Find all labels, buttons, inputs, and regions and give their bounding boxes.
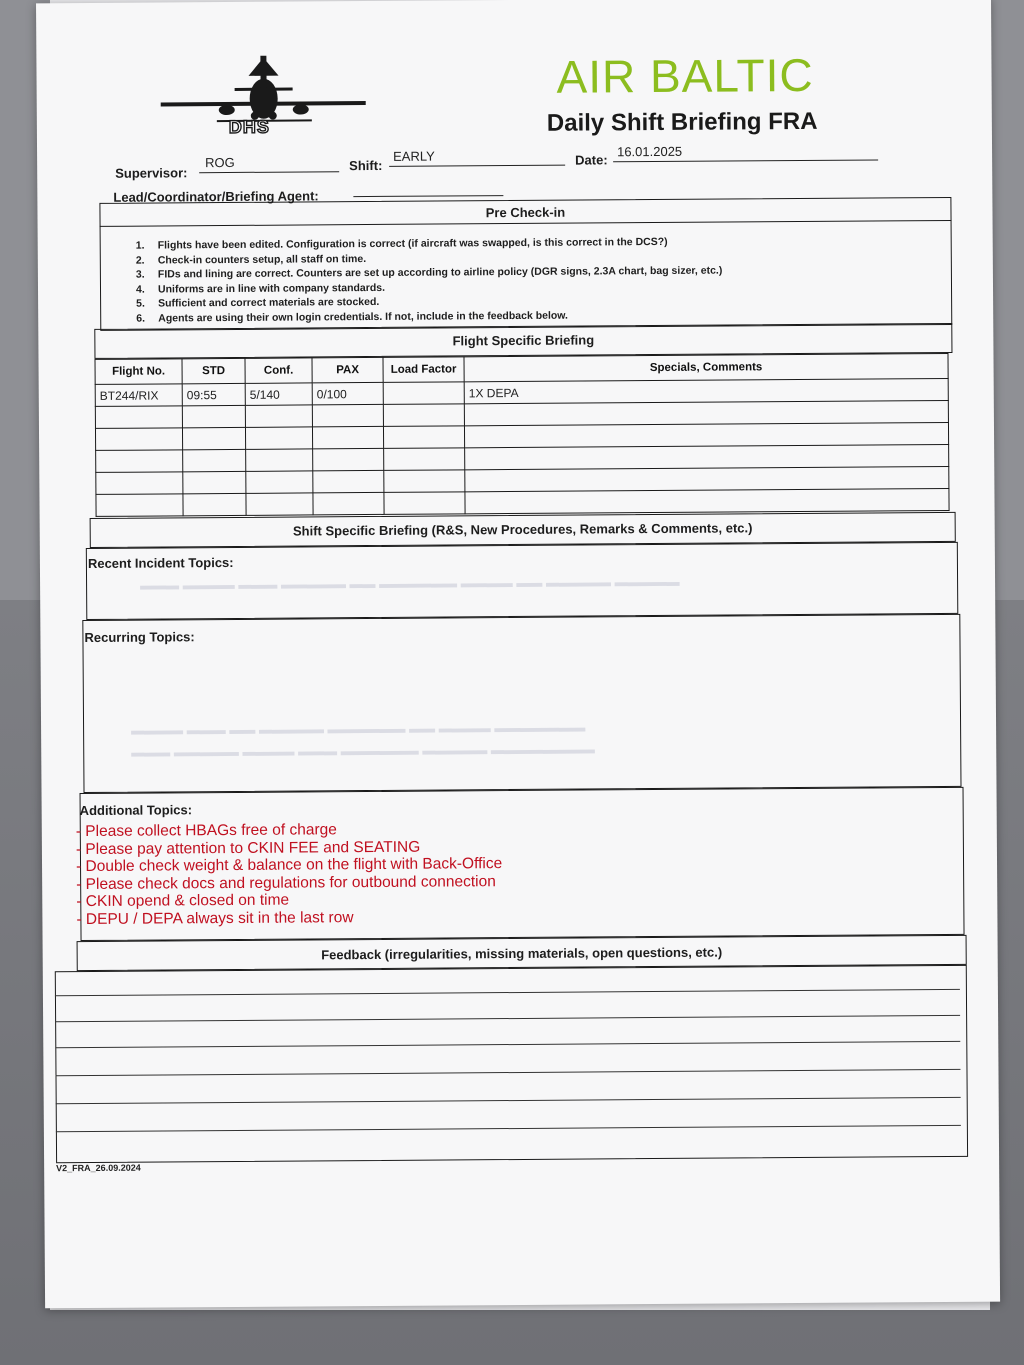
cell-flight-no[interactable] — [96, 494, 183, 517]
list-item: - Double check weight & balance on the flight with Back-Office — [75, 855, 503, 876]
cell-pax[interactable]: 0/100 — [312, 382, 383, 404]
cell-comments[interactable]: 1X DEPA — [464, 378, 948, 403]
cell-flight-no[interactable] — [96, 450, 183, 473]
form-version: V2_FRA_26.09.2024 — [56, 1162, 141, 1174]
list-item: - CKIN opend & closed on time — [76, 891, 290, 911]
supervisor-label: Supervisor: — [115, 165, 188, 181]
cell-pax[interactable] — [312, 404, 383, 426]
lead-agent-label: Lead/Coordinator/Briefing Agent: — [113, 188, 319, 205]
cell-conf[interactable]: 5/140 — [245, 383, 312, 405]
cell-pax[interactable] — [313, 448, 384, 470]
checklist-item: 1. Flights have been edited. Configuration is correct (if aircraft was swapped, is this correct in the DCS?) — [135, 235, 668, 252]
page-title: Daily Shift Briefing FRA — [546, 107, 818, 137]
flight-table — [94, 353, 949, 517]
cell-conf[interactable] — [245, 427, 312, 449]
additional-topics-label: Additional Topics: — [79, 802, 193, 819]
pre-checkin-checklist — [136, 235, 723, 326]
date-label: Date: — [575, 152, 608, 168]
checklist-item: 4. Uniforms are in line with company standards. — [135, 281, 386, 296]
cell-load-factor[interactable] — [384, 470, 465, 493]
cell-flight-no[interactable] — [95, 406, 182, 429]
cell-conf[interactable] — [246, 471, 313, 493]
supervisor-value[interactable]: ROG — [205, 154, 235, 171]
cell-pax[interactable] — [313, 492, 384, 514]
shift-briefing-heading: Shift Specific Briefing (R&S, New Procedures, Remarks & Comments, etc.) — [292, 520, 753, 539]
list-item: - Please collect HBAGs free of charge — [75, 821, 337, 841]
feedback-heading: Feedback (irregularities, missing materials, open questions, etc.) — [321, 944, 723, 963]
shift-value[interactable]: EARLY — [393, 148, 435, 164]
cell-flight-no[interactable] — [96, 472, 183, 495]
cell-conf[interactable] — [246, 493, 313, 515]
checklist-item: 6. Agents are using their own login credentials. If not, include in the feedback below. — [136, 309, 569, 325]
cell-load-factor[interactable] — [384, 492, 465, 515]
recent-incident-label: Recent Incident Topics: — [87, 554, 234, 571]
cell-comments[interactable] — [465, 488, 949, 513]
cell-load-factor[interactable] — [384, 448, 465, 471]
additional-topics-list — [76, 820, 503, 928]
column-header-load-factor: Load Factor — [383, 357, 464, 383]
cell-flight-no[interactable]: BT244/RIX — [95, 384, 182, 407]
briefing-form-sheet — [36, 0, 1000, 1308]
column-header-pax: PAX — [312, 357, 383, 382]
cell-flight-no[interactable] — [95, 428, 182, 451]
cell-conf[interactable] — [245, 405, 312, 427]
flight-briefing-heading: Flight Specific Briefing — [452, 332, 595, 349]
column-header-flight-no: Flight No. — [95, 359, 182, 385]
list-item: - DEPU / DEPA always sit in the last row — [76, 908, 354, 928]
bleed-through-text: ▬▬▬ ▬▬▬▬ ▬▬▬ ▬▬▬▬▬ ▬▬ ▬▬▬▬▬▬ ▬▬▬▬ ▬▬ ▬▬▬▬▬ ▬▬▬▬▬ — [140, 573, 680, 593]
shift-label: Shift: — [349, 157, 383, 174]
cell-std[interactable]: 09:55 — [182, 383, 245, 405]
cell-load-factor[interactable] — [383, 382, 464, 405]
cell-std[interactable] — [183, 471, 246, 493]
date-value[interactable]: 16.01.2025 — [617, 143, 683, 160]
list-item: - Please check docs and regulations for outbound connection — [76, 872, 496, 893]
cell-std[interactable] — [182, 427, 245, 449]
brand-name: AIR BALTIC — [556, 48, 814, 103]
cell-std[interactable] — [183, 449, 246, 471]
list-item: - Please pay attention to CKIN FEE and SEATING — [75, 838, 421, 858]
column-header-comments: Specials, Comments — [464, 353, 948, 381]
recurring-topics-label: Recurring Topics: — [84, 629, 195, 646]
column-header-std: STD — [182, 358, 245, 383]
cell-std[interactable] — [183, 493, 246, 515]
checklist-item: 3. FIDs and lining are correct. Counters are set up according to airline policy (DGR signs, 2.3A chart, bag sizer, etc.) — [135, 264, 723, 281]
cell-conf[interactable] — [246, 449, 313, 471]
lead-agent-underline — [353, 195, 503, 197]
recurring-topics-box — [82, 614, 961, 793]
checklist-item: 2. Check-in counters setup, all staff on time. — [135, 252, 367, 267]
cell-load-factor[interactable] — [383, 404, 464, 427]
logo-text: DHS — [228, 116, 270, 137]
shift-underline — [389, 165, 565, 167]
cell-load-factor[interactable] — [383, 426, 464, 449]
cell-pax[interactable] — [313, 470, 384, 492]
bleed-through-text: ▬▬▬ ▬▬▬▬▬ ▬▬▬▬ ▬▬▬ ▬▬▬▬▬▬ ▬▬▬▬▬ ▬▬▬▬▬▬▬▬ — [131, 741, 595, 760]
column-header-conf: Conf. — [245, 358, 312, 383]
bleed-through-text: ▬▬▬▬ ▬▬▬ ▬▬ ▬▬▬▬▬ ▬▬▬▬▬▬ ▬▬ ▬▬▬▬ ▬▬▬▬▬▬▬ — [131, 719, 586, 738]
checklist-item: 5. Sufficient and correct materials are stocked. — [136, 295, 380, 310]
pre-checkin-heading: Pre Check-in — [485, 204, 566, 221]
date-underline — [613, 159, 878, 162]
cell-std[interactable] — [182, 405, 245, 427]
cell-pax[interactable] — [312, 426, 383, 448]
supervisor-underline — [199, 171, 339, 173]
